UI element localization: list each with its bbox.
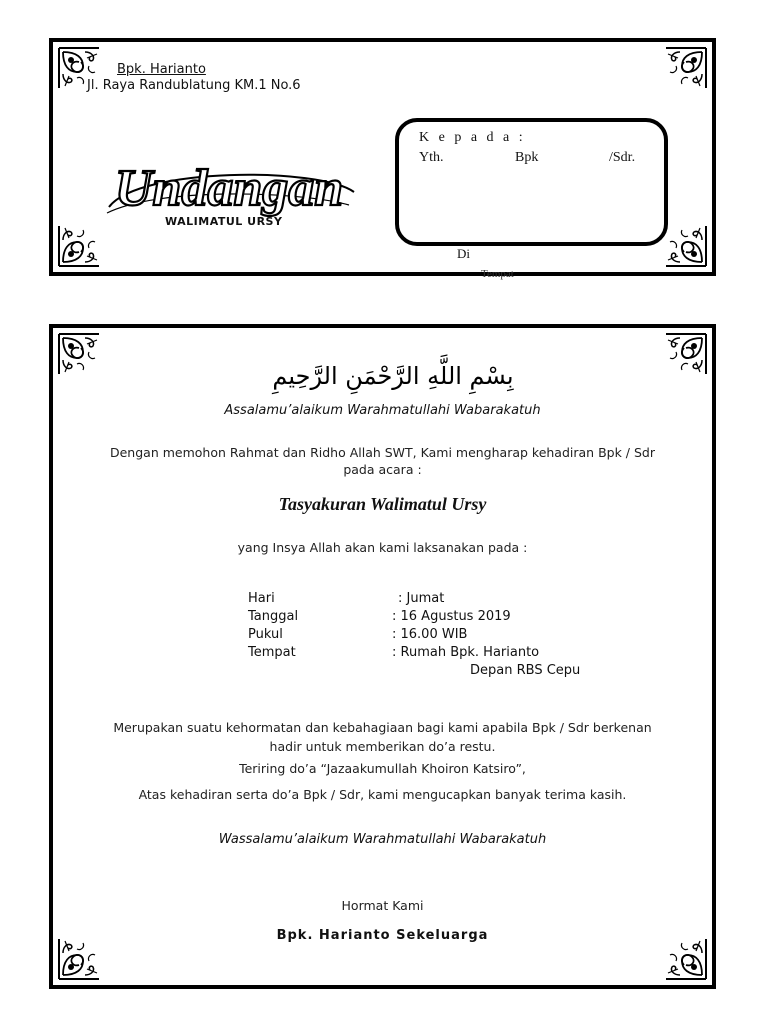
tempat-value-line2: Depan RBS Cepu [470, 663, 581, 678]
bismillah-calligraphy [272, 340, 514, 400]
hari-value: : Jumat [398, 591, 445, 606]
di-label: Di [457, 246, 470, 261]
closing-greeting: Wassalamu’alaikum Warahmatullahi Wabarakatuh [218, 832, 547, 847]
pukul-label: Pukul [248, 627, 283, 642]
yth-label: Yth. [419, 150, 444, 165]
tanggal-label: Tanggal [248, 609, 299, 624]
intro-line: Dengan memohon Rahmat dan Ridho Allah SWT, Kami mengharap kehadiran Bpk / Sdr [109, 445, 655, 460]
corner-ornament-icon [664, 224, 708, 268]
intro-line: pada acara : [343, 462, 422, 477]
schedule-intro: yang Insya Allah akan kami laksanakan pada : [237, 540, 528, 555]
tanggal-value: : 16 Agustus 2019 [392, 609, 511, 624]
tempat-label: Tempat [481, 268, 514, 280]
thanks-line: Atas kehadiran serta do’a Bpk / Sdr, kami mengucapkan banyak terima kasih. [138, 787, 627, 802]
tempat-label: Tempat [248, 645, 296, 660]
corner-ornament-icon [57, 332, 101, 376]
corner-ornament-icon [664, 332, 708, 376]
bpk-label: Bpk [515, 150, 539, 165]
logo-title: Undangan [114, 160, 344, 217]
hari-label: Hari [248, 591, 275, 606]
letter-card [49, 324, 716, 989]
kepada-label: K e p a d a : [419, 130, 526, 145]
honor-paragraph [53, 718, 712, 756]
opening-greeting: Assalamu’alaikum Warahmatullahi Wabarakatuh [224, 403, 541, 418]
corner-ornament-icon [664, 937, 708, 981]
pukul-value: : 16.00 WIB [392, 627, 468, 642]
sender-name: Bpk. Harianto [117, 62, 206, 77]
signature: Bpk. Harianto Sekeluarga [276, 928, 489, 943]
corner-ornament-icon [57, 937, 101, 981]
bismillah-text: بِسْمِ اللَّهِ الرَّحْمَنِ الرَّحِيمِ [272, 362, 514, 390]
honor-line: Merupakan suatu kehormatan dan kebahagiaan bagi kami apabila Bpk / Sdr berkenan [113, 720, 652, 735]
tempat-value: : Rumah Bpk. Harianto [392, 645, 540, 660]
regards-text: Hormat Kami [341, 898, 424, 913]
honor-line: hadir untuk memberikan do’a restu. [269, 739, 496, 754]
logo-subtitle: WALIMATUL URSY [165, 215, 283, 228]
event-title: Tasyakuran Walimatul Ursy [278, 494, 487, 514]
corner-ornament-icon [57, 224, 101, 268]
sdr-label: /Sdr. [609, 150, 636, 165]
doa-line: Teriring do’a “Jazaakumullah Khoiron Katsiro”, [239, 761, 526, 776]
corner-ornament-icon [664, 46, 708, 90]
envelope-card [49, 38, 716, 280]
intro-paragraph [53, 444, 712, 478]
sender-address: Jl. Raya Randublatung KM.1 No.6 [87, 78, 301, 93]
